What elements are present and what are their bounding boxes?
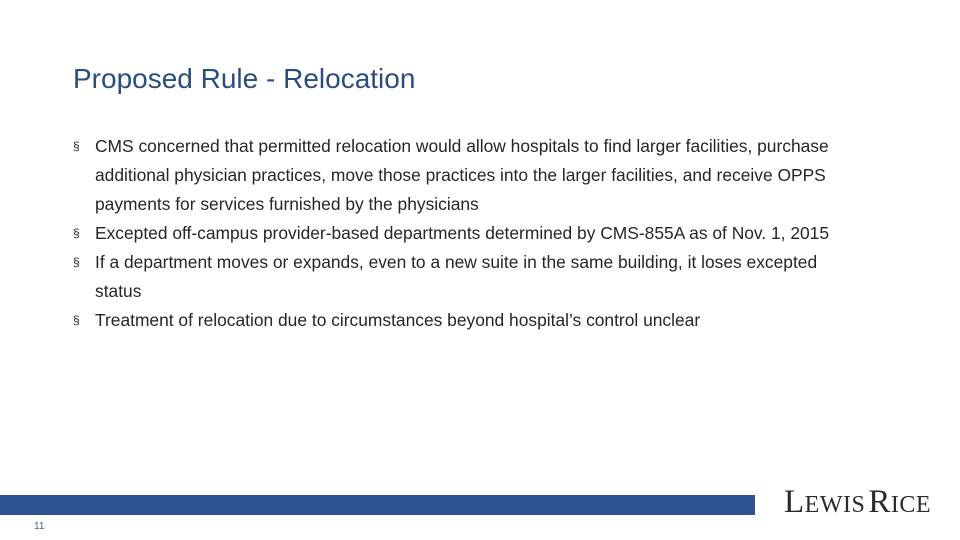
bullet-item — [73, 219, 863, 248]
bullet-item — [73, 306, 863, 335]
logo-word: EWIS — [804, 492, 866, 518]
lewis-rice-logo — [784, 482, 931, 528]
bullet-list — [73, 132, 863, 335]
bullet-text: CMS concerned that permitted relocation would allow hospitals to find larger facilities, purchase additional physician practices, move those practices into the larger facilities, and receive OPPS payments for services furnished by the physicians — [95, 136, 829, 214]
bullet-icon: § — [73, 313, 80, 327]
page-number: 11 — [34, 521, 45, 532]
bullet-icon: § — [73, 226, 80, 240]
slide-title: Proposed Rule - Relocation — [73, 63, 416, 94]
bullet-icon: § — [73, 139, 80, 153]
bullet-icon: § — [73, 255, 80, 269]
logo-initial: R — [868, 484, 891, 520]
bullet-text: Treatment of relocation due to circumstances beyond hospital’s control unclear — [95, 310, 701, 330]
bullet-text: If a department moves or expands, even to a new suite in the same building, it loses excepted status — [95, 252, 818, 301]
logo-initial: L — [784, 484, 805, 520]
bullet-item — [73, 248, 863, 306]
bullet-text: Excepted off-campus provider-based departments determined by CMS-855A as of Nov. 1, 2015 — [95, 223, 830, 243]
bullet-item — [73, 132, 863, 219]
logo-word: ICE — [890, 492, 932, 518]
footer-bar — [0, 495, 755, 515]
